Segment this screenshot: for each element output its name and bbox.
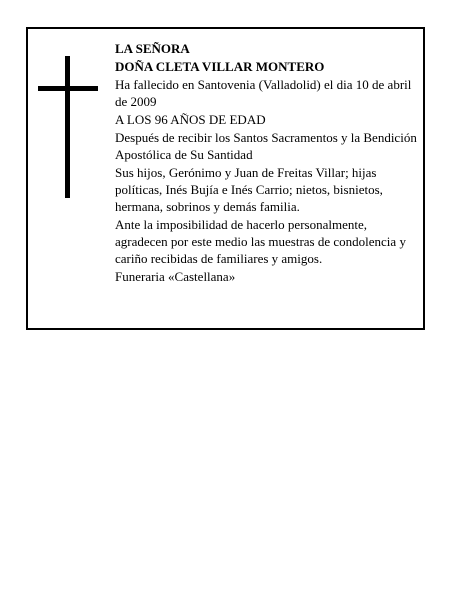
- notice-text: [115, 40, 420, 286]
- cross-vertical-bar: [65, 56, 70, 198]
- notice-heading-title: LA SEÑORA: [115, 41, 190, 56]
- cross-horizontal-bar: [38, 86, 98, 91]
- family-line: Sus hijos, Gerónimo y Juan de Freitas Villar; hijas políticas, Inés Bujía e Inés Carrio; nietos, bisnietos, hermana, sobrinos y demás familia.: [115, 165, 383, 214]
- death-announcement: Ha fallecido en Santovenia (Valladolid) el dia 10 de abril de 2009: [115, 77, 412, 109]
- sacraments-line: Después de recibir los Santos Sacramentos y la Bendición Apostólica de Su Santidad: [115, 130, 417, 162]
- cross-icon: [38, 56, 98, 198]
- funeral-home: Funeraria «Castellana»: [115, 269, 236, 284]
- thanks-line: Ante la imposibilidad de hacerlo personalmente, agradecen por este medio las muestras de condolencia y cariño recibidas de familiares y amigos.: [115, 217, 406, 266]
- age-line: A LOS 96 AÑOS DE EDAD: [115, 112, 266, 127]
- deceased-name: DOÑA CLETA VILLAR MONTERO: [115, 59, 325, 74]
- obituary-notice: [26, 27, 425, 330]
